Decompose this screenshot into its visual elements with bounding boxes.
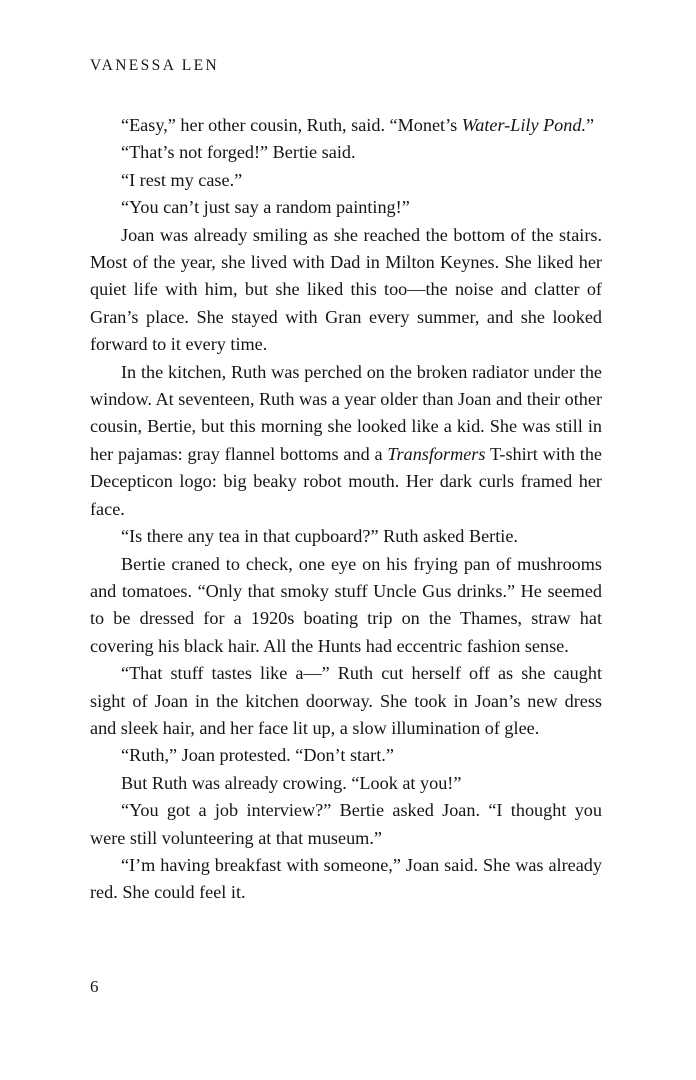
text-run: “I rest my case.” <box>121 169 243 190</box>
text-run: ” <box>586 115 595 135</box>
paragraph <box>90 551 602 661</box>
paragraph <box>90 112 602 139</box>
text-run: T-shirt with the Decepticon logo: big beaky robot mouth. Her dark curls framed her face. <box>90 443 603 519</box>
text-run: “Is there any tea in that cupboard?” Ruth asked Bertie. <box>121 526 518 547</box>
italic-title: Water-Lily Pond. <box>461 115 587 135</box>
text-run: But Ruth was already crowing. “Look at you!” <box>121 772 462 793</box>
body-text <box>90 112 602 907</box>
running-head: VANESSA LEN <box>90 57 220 74</box>
text-run: Joan was already smiling as she reached the bottom of the stairs. Most of the year, she lived with Dad in Milton Keynes. She liked her quiet life with him, but she liked this too—the noise and clatter of Gran’s place. She stayed with Gran every summer, and she looked forward to it every time. <box>90 224 602 355</box>
paragraph <box>90 852 602 907</box>
paragraph <box>90 167 602 194</box>
text-run: “That stuff tastes like a—” Ruth cut herself off as she caught sight of Joan in the kitchen doorway. She took in Joan’s new dress and sleek hair, and her face lit up, a slow illumination of glee. <box>90 663 602 738</box>
paragraph <box>90 660 602 742</box>
paragraph <box>90 797 602 852</box>
page-number: 6 <box>90 977 99 996</box>
text-run: Bertie craned to check, one eye on his frying pan of mushrooms and tomatoes. “Only that smoky stuff Uncle Gus drinks.” He seemed to be dressed for a 1920s boating trip on the Thames, straw hat covering his black hair. All the Hunts had eccentric fashion sense. <box>90 553 602 656</box>
text-run: “You can’t just say a random painting!” <box>121 197 410 218</box>
paragraph <box>90 742 602 769</box>
text-run: “You got a job interview?” Bertie asked Joan. “I thought you were still volunteering at that museum.” <box>90 800 602 848</box>
paragraph <box>90 222 602 359</box>
paragraph <box>90 139 602 166</box>
paragraph <box>90 359 602 523</box>
paragraph <box>90 770 602 797</box>
paragraph <box>90 194 602 221</box>
text-run: “That’s not forged!” Bertie said. <box>121 142 356 163</box>
text-run: “Easy,” her other cousin, Ruth, said. “Monet’s <box>121 115 462 135</box>
text-run: “I’m having breakfast with someone,” Joan said. She was already red. She could feel it. <box>90 854 602 903</box>
italic-title: Transformers <box>387 443 486 464</box>
text-run: “Ruth,” Joan protested. “Don’t start.” <box>121 745 394 766</box>
paragraph <box>90 523 602 550</box>
text-run: In the kitchen, Ruth was perched on the broken radiator under the window. At seventeen, Ruth was a year older than Joan and their other cousin, Bertie, but this morning she looked like a kid. She was still in her pajamas: gray flannel bottoms and a <box>90 361 602 464</box>
